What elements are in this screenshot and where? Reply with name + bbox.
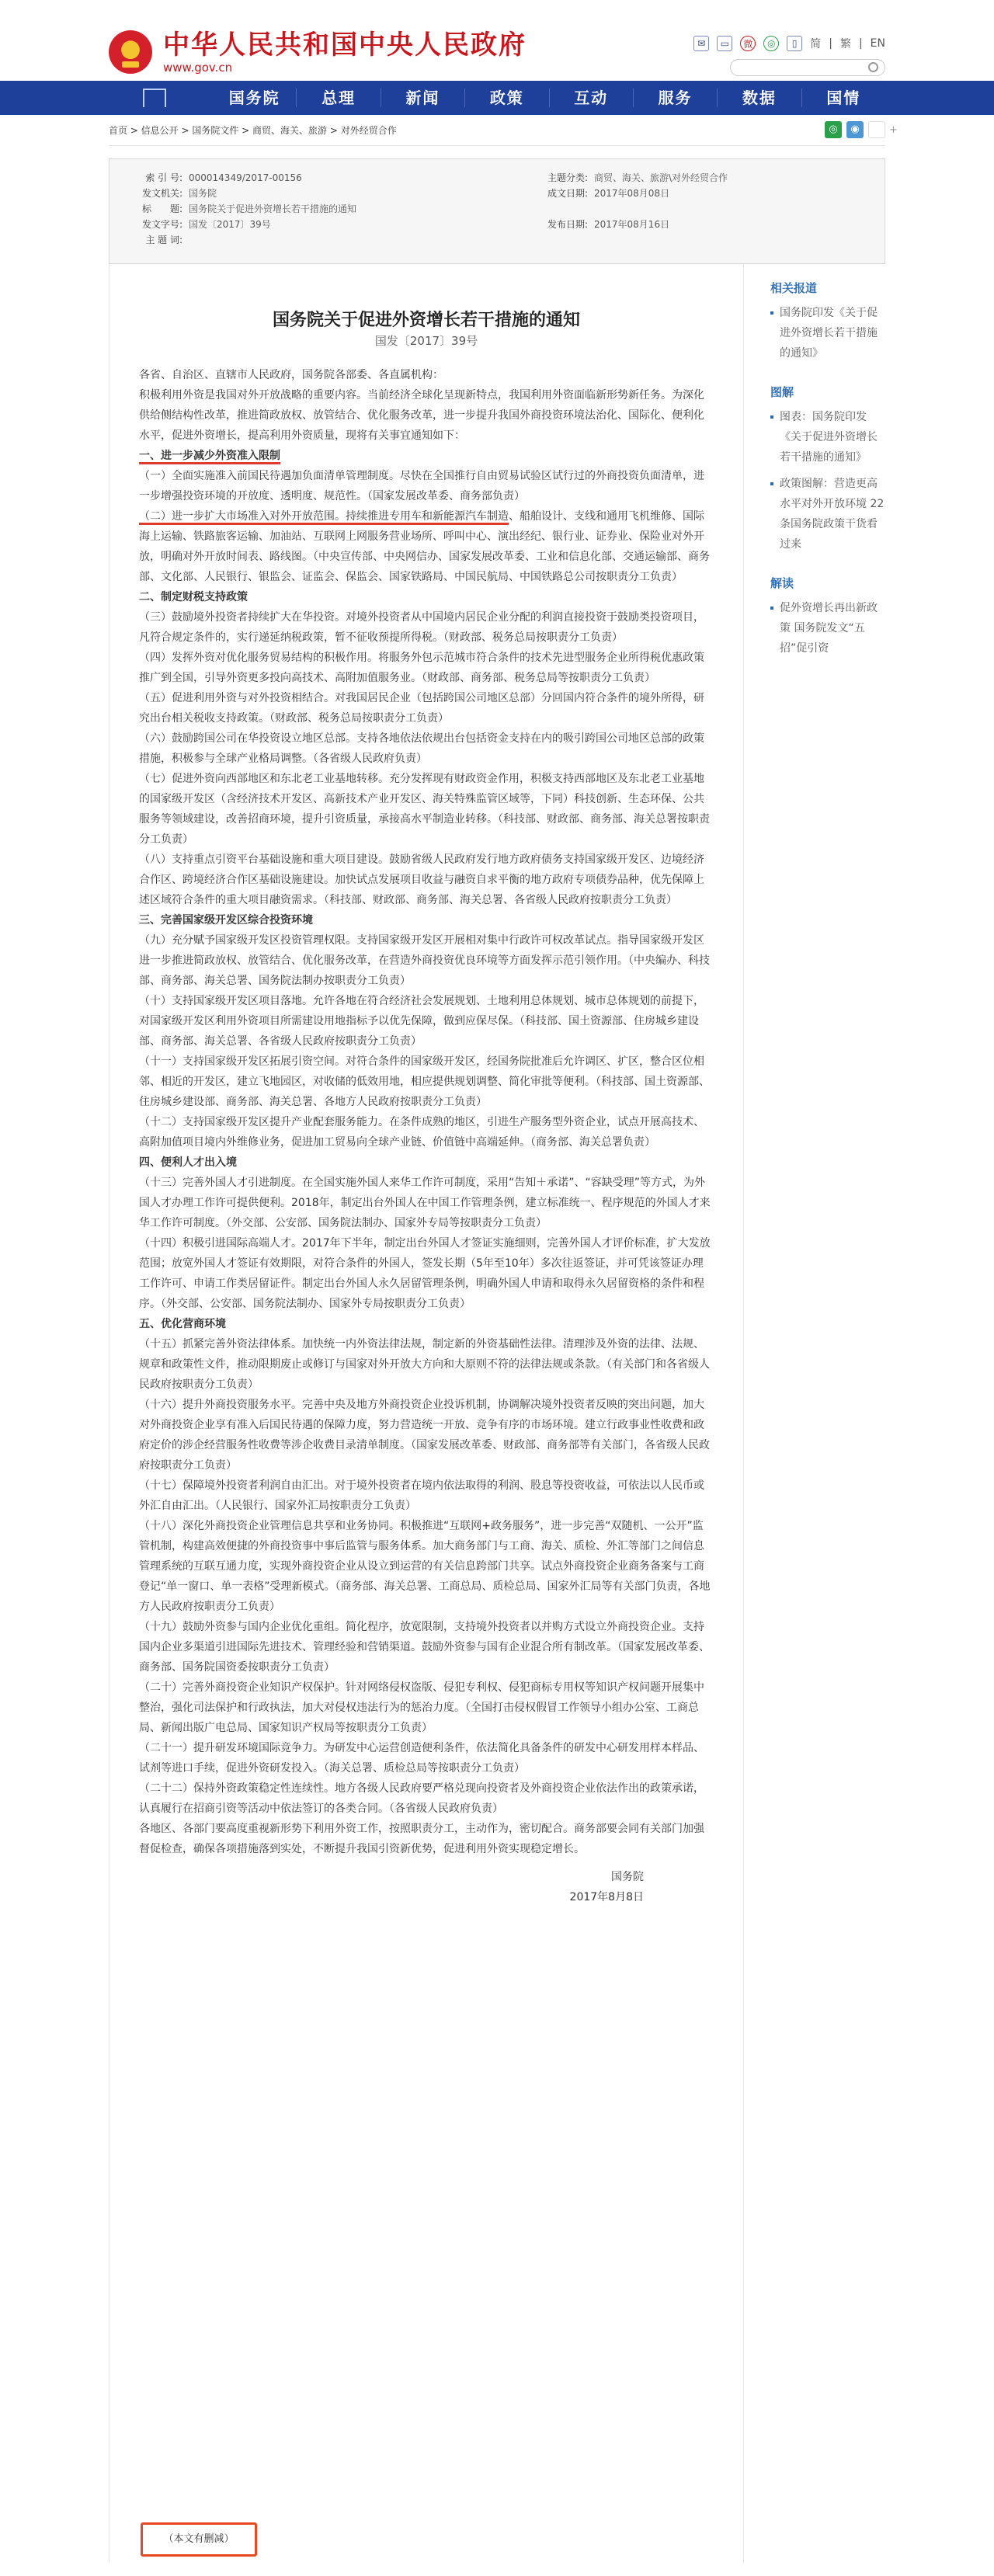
lang-traditional[interactable]: 繁 bbox=[839, 38, 851, 50]
sidebar-link[interactable]: 政策图解：营造更高水平对外开放环境 22条国务院政策干货看过来 bbox=[770, 474, 885, 554]
highlighted-text: （二）进一步扩大市场准入对外开放范围。持续推进专用车和新能源汽车制造 bbox=[139, 510, 509, 523]
meta-title: 国务院关于促进外资增长若干措施的通知 bbox=[189, 203, 357, 214]
paragraph: （十五）抓紧完善外资法律体系。加快统一内外资法律法规，制定新的外资基础性法律。清理涉及外资的法律、法规、规章和政策性文件，推动限期废止或修订与国家对外开放大方向和大原则不符的法律法规或条款。（有关部门和各省级人民政府按职责分工负责） bbox=[139, 1338, 710, 1391]
sidebar-link[interactable]: 促外资增长再出新政策 国务院发文“五招”促引资 bbox=[770, 598, 885, 659]
abridged-note: （本文有删减） bbox=[141, 2522, 257, 2557]
meta-docno: 国发〔2017〕39号 bbox=[189, 219, 271, 230]
meta-key: 发文字号: bbox=[141, 219, 182, 230]
sidebar-link[interactable]: 国务院印发《关于促进外资增长若干措施的通知》 bbox=[770, 303, 885, 363]
nav-item-policy[interactable]: 政策 bbox=[489, 89, 524, 107]
share-moments-icon[interactable]: ◉ bbox=[846, 121, 864, 138]
sidebar-heading-graphics: 图解 bbox=[770, 385, 794, 399]
breadcrumb-text[interactable]: 首页 > 信息公开 > 国务院文件 > 商贸、海关、旅游 > 对外经贸合作 bbox=[109, 125, 397, 136]
mobile-icon[interactable]: ▯ bbox=[787, 36, 802, 51]
paragraph: （六）鼓励跨国公司在华投资设立地区总部。支持各地依法依规出台包括资金支持在内的吸引跨国公司地区总部的政策措施，积极参与全球产业格局调整。（各省级人民政府负责） bbox=[139, 732, 704, 765]
lang-separator: | bbox=[858, 37, 863, 50]
paragraph: （十）支持国家级开发区项目落地。允许各地在符合经济社会发展规划、土地利用总体规划、城市总体规划的前提下，对国家级开发区利用外资项目所需建设用地指标予以优先保障，做到应保尽保。（科技部、国土资源部、住房城乡建设部、商务部、海关总署、各省级人民政府按职责分工负责） bbox=[139, 995, 704, 1048]
nav-item-state-council[interactable]: 国务院 bbox=[228, 89, 280, 107]
paragraph: （七）促进外资向西部地区和东北老工业基地转移。充分发挥现有财政资金作用，积极支持西部地区及东北老工业基地的国家级开发区（含经济技术开发区、高新技术产业开发区、海关特殊监管区域等，下同）科技创新、生态环保、公共服务等领域建设，改善招商环境，提升引资质量，承接高水平制造业转移。（科技部、财政部、商务部、海关总署按职责分工负责） bbox=[139, 773, 710, 846]
site-logo[interactable] bbox=[109, 30, 527, 75]
nav-item-national-info[interactable]: 国情 bbox=[826, 89, 861, 107]
breadcrumb bbox=[109, 115, 898, 146]
section-heading: 二、制定财税支持政策 bbox=[139, 591, 248, 603]
paragraph: （十一）支持国家级开发区拓展引资空间。对符合条件的国家级开发区，经国务院批准后允许调区、扩区，整合区位相邻、相近的开发区，建立飞地园区，对收储的低效用地，相应提供规划调整、简化审批等便利。（科技部、国土资源部、住房城乡建设部、商务部、海关总署、各地方人民政府按职责分工负责） bbox=[139, 1055, 710, 1108]
site-url: www.gov.cn bbox=[163, 61, 233, 75]
share-more-icon[interactable]: + bbox=[868, 121, 885, 138]
paragraph: 各地区、各部门要高度重视新形势下利用外资工作，按照职责分工，主动作为，密切配合。商务部要会同有关部门加强督促检查，确保各项措施落到实处，不断提升我国引资新优势，促进利用外资实现稳定增长。 bbox=[139, 1823, 704, 1855]
meta-issuer: 国务院 bbox=[189, 188, 217, 199]
sidebar-link[interactable]: 图表：国务院印发《关于促进外资增长若干措施的通知》 bbox=[770, 407, 885, 468]
meta-written-date: 2017年08月08日 bbox=[594, 188, 670, 199]
lang-separator: | bbox=[829, 37, 832, 50]
site-header bbox=[109, 0, 885, 81]
screen-icon[interactable]: ▭ bbox=[717, 36, 732, 51]
signature-org: 国务院 bbox=[611, 1871, 644, 1883]
meta-key: 发布日期: bbox=[547, 219, 588, 230]
nav-home[interactable] bbox=[109, 81, 213, 115]
document-meta bbox=[109, 158, 885, 264]
paragraph: （二十）完善外商投资企业知识产权保护。针对网络侵权盗版、侵犯专利权、侵犯商标专用权等知识产权问题开展集中整治，强化司法保护和行政执法，加大对侵权违法行为的惩治力度。（全国打击侵权假冒工作领导小组办公室、工商总局、新闻出版广电总局、国家知识产权局等按职责分工负责） bbox=[139, 1681, 704, 1734]
sidebar-heading-related: 相关报道 bbox=[770, 281, 818, 295]
paragraph: （十八）深化外商投资企业管理信息共享和业务协同。积极推进“互联网+政务服务”，进一步完善“双随机、一公开”监管机制，构建高效便捷的外商投资事中事后监管与服务体系。加大商务部门与工商、海关、质检、外汇等部门之间信息管理系统的互联互通力度，实现外商投资企业从设立到运营的有关信息跨部门共享。试点外商投资企业商务备案与工商登记“单一窗口、单一表格”受理新模式。（商务部、海关总署、工商总局、质检总局、国家外汇局等有关部门负责，各地方人民政府按职责分工负责） bbox=[139, 1520, 711, 1613]
main-nav bbox=[0, 81, 994, 115]
paragraph: （十九）鼓励外资参与国内企业优化重组。简化程序，放宽限制，支持境外投资者以并购方式设立外商投资企业。支持国内企业多渠道引进国际先进技术、管理经验和营销渠道。鼓励外资参与国有企业混合所有制改革。（国家发展改革委、商务部、国务院国资委按职责分工负责） bbox=[139, 1621, 710, 1674]
meta-index: 000014349/2017-00156 bbox=[189, 172, 302, 183]
section-heading: 五、优化营商环境 bbox=[139, 1318, 226, 1330]
meta-key: 成文日期: bbox=[547, 188, 588, 199]
site-name: 中华人民共和国中央人民政府 bbox=[163, 30, 527, 61]
lang-simplified[interactable]: 简 bbox=[810, 38, 822, 50]
nav-item-interaction[interactable]: 互动 bbox=[574, 89, 609, 107]
paragraph: （十四）积极引进国际高端人才。2017年下半年，制定出台外国人才签证实施细则，完善外国人才评价标准，扩大发放范围；放宽外国人才签证有效期限，对符合条件的外国人，签发长期（5年至10年）多次往返签证，并可凭该签证办理工作许可、申请工作类居留证件。制定出台外国人永久居留管理条例，明确外国人申请和取得永久居留资格的条件和程序。（外交部、公安部、国务院法制办、国家外专局按职责分工负责） bbox=[139, 1237, 711, 1310]
paragraph: （十七）保障境外投资者利润自由汇出。对于境外投资者在境内依法取得的利润、股息等投资收益，可依法以人民币或外汇自由汇出。（人民银行、国家外汇局按职责分工负责） bbox=[139, 1479, 704, 1512]
nav-item-service[interactable]: 服务 bbox=[658, 89, 693, 107]
meta-key: 标 题: bbox=[141, 203, 182, 214]
meta-category: 商贸、海关、旅游\对外经贸合作 bbox=[594, 172, 728, 183]
national-emblem-icon bbox=[109, 30, 152, 74]
paragraph: （二十一）提升研发环境国际竞争力。为研发中心运营创造便利条件，依法简化具备条件的研发中心研发用样本样品、试剂等进口手续，促进外资研发投入。（海关总署、质检总局等按职责分工负责） bbox=[139, 1742, 704, 1775]
article-doc-number: 国发〔2017〕39号 bbox=[374, 334, 478, 348]
section-heading: 四、便利人才出入境 bbox=[139, 1156, 237, 1169]
meta-key: 索 引 号: bbox=[145, 172, 182, 183]
article-content bbox=[109, 264, 744, 2563]
nav-item-premier[interactable]: 总理 bbox=[321, 89, 356, 107]
search-icon[interactable] bbox=[868, 62, 878, 72]
paragraph: （四）发挥外资对优化服务贸易结构的积极作用。将服务外包示范城市符合条件的技术先进型服务企业所得税优惠政策推广到全国，引导外资更多投向高技术、高附加值服务业。（财政部、商务部、税务总局等按职责分工负责） bbox=[139, 652, 704, 684]
paragraph: 积极利用外资是我国对外开放战略的重要内容。当前经济全球化呈现新特点，我国利用外资面临新形势新任务。为深化供给侧结构性改革，推进简政放权、放管结合、优化服务改革，进一步提升我国外商投资环境法治化、国际化、便利化水平，促进外资增长，提高利用外资质量，现将有关事宜通知如下： bbox=[139, 389, 704, 442]
article-title: 国务院关于促进外资增长若干措施的通知 bbox=[272, 311, 580, 330]
paragraph: （十三）完善外国人才引进制度。在全国实施外国人来华工作许可制度，采用“告知＋承诺”、“容缺受理”等方式，为外国人才办理工作许可提供便利。2018年，制定出台外国人在中国工作管理条例，建立标准统一、程序规范的外国人才来华工作许可制度。（外交部、公安部、国务院法制办、国家外专局等按职责分工负责） bbox=[139, 1177, 711, 1229]
nav-item-news[interactable]: 新闻 bbox=[405, 89, 440, 107]
sidebar bbox=[770, 264, 885, 659]
salutation: 各省、自治区、直辖市人民政府，国务院各部委、各直属机构： bbox=[139, 369, 443, 381]
section-heading: 三、完善国家级开发区综合投资环境 bbox=[139, 914, 313, 926]
meta-key: 主题分类: bbox=[547, 172, 588, 183]
share-wechat-icon[interactable]: ◎ bbox=[825, 121, 842, 138]
meta-key: 主 题 词: bbox=[145, 235, 182, 245]
paragraph: （三）鼓励境外投资者持续扩大在华投资。对境外投资者从中国境内居民企业分配的利润直接投资于鼓励类投资项目，凡符合规定条件的，实行递延纳税政策，暂不征收预提所得税。（财政部、税务总局按职责分工负责） bbox=[139, 611, 704, 644]
lang-english[interactable]: EN bbox=[870, 37, 885, 50]
paragraph: （十六）提升外商投资服务水平。完善中央及地方外商投资企业投诉机制，协调解决境外投资者反映的突出问题，加大对外商投资企业享有准入后国民待遇的保障力度，努力营造统一开放、竞争有序的市场环境。建立行政事业性收费和政府定价的涉企经营服务性收费等涉企收费目录清单制度。（国家发展改革委、财政部、商务部等有关部门，各省级人民政府按职责分工负责） bbox=[139, 1399, 710, 1472]
mail-icon[interactable]: ✉ bbox=[693, 36, 709, 51]
search-input[interactable] bbox=[730, 59, 885, 76]
weibo-icon[interactable]: 微 bbox=[740, 36, 756, 51]
paragraph: （十二）支持国家级开发区提升产业配套服务能力。在条件成熟的地区，引进生产服务型外资企业，试点开展高技术、高附加值项目境内外维修业务，促进加工贸易向全球产业链、价值链中高端延伸。（商务部、海关总署负责） bbox=[139, 1116, 704, 1149]
share-tools bbox=[825, 121, 898, 138]
paragraph: （八）支持重点引资平台基础设施和重大项目建设。鼓励省级人民政府发行地方政府债务支持国家级开发区、边境经济合作区、跨境经济合作区基础设施建设。加快试点发展项目收益与融资自求平衡的地方政府专项债券品种，优先保障上述区域符合条件的重大项目融资需求。（科技部、财政部、商务部、海关总署、各省级人民政府按职责分工负责） bbox=[139, 853, 704, 906]
section-heading: 一、进一步减少外资准入限制 bbox=[139, 450, 280, 462]
home-gate-icon bbox=[143, 89, 166, 107]
paragraph: （一）全面实施准入前国民待遇加负面清单管理制度。尽快在全国推行自由贸易试验区试行过的外商投资负面清单，进一步增强投资环境的开放度、透明度、规范性。（国家发展改革委、商务部负责） bbox=[139, 470, 704, 502]
wechat-icon[interactable]: ◎ bbox=[763, 36, 779, 51]
paragraph: （二十二）保持外资政策稳定性连续性。地方各级人民政府要严格兑现向投资者及外商投资企业依法作出的政策承诺，认真履行在招商引资等活动中依法签订的各类合同。（各省级人民政府负责） bbox=[139, 1782, 704, 1815]
paragraph: （九）充分赋予国家级开发区投资管理权限。支持国家级开发区开展相对集中行政许可权改革试点。指导国家级开发区进一步推进简政放权、放管结合、优化服务改革，在营造外商投资优良环境等方面发挥示范引领作用。（中央编办、科技部、商务部、海关总署、国务院法制办按职责分工负责） bbox=[139, 934, 710, 987]
meta-key: 发文机关: bbox=[141, 188, 182, 199]
paragraph: （五）促进利用外资与对外投资相结合。对我国居民企业（包括跨国公司地区总部）分回国内符合条件的境外所得，研究出台相关税收支持政策。（财政部、税务总局按职责分工负责） bbox=[139, 692, 704, 725]
meta-publish-date: 2017年08月16日 bbox=[594, 219, 670, 230]
sidebar-heading-interpretation: 解读 bbox=[770, 576, 794, 590]
article-body bbox=[139, 365, 714, 1907]
paragraph: （二）进一步扩大市场准入对外开放范围。持续推进专用车和新能源汽车制造、船舶设计、支线和通用飞机维修、国际海上运输、铁路旅客运输、加油站、互联网上网服务营业场所、呼叫中心、演出经纪、银行业、证券业、保险业对外开放，明确对外开放时间表、路线图。（中央宣传部、中央网信办、国家发展改革委、工业和信息化部、交通运输部、商务部、文化部、人民银行、银监会、证监会、保监会、国家铁路局、中国民航局、中国铁路总公司按职责分工负责） bbox=[139, 510, 710, 583]
nav-item-data[interactable]: 数据 bbox=[742, 89, 777, 107]
signature-date: 2017年8月8日 bbox=[569, 1891, 644, 1903]
header-tools bbox=[693, 36, 885, 51]
